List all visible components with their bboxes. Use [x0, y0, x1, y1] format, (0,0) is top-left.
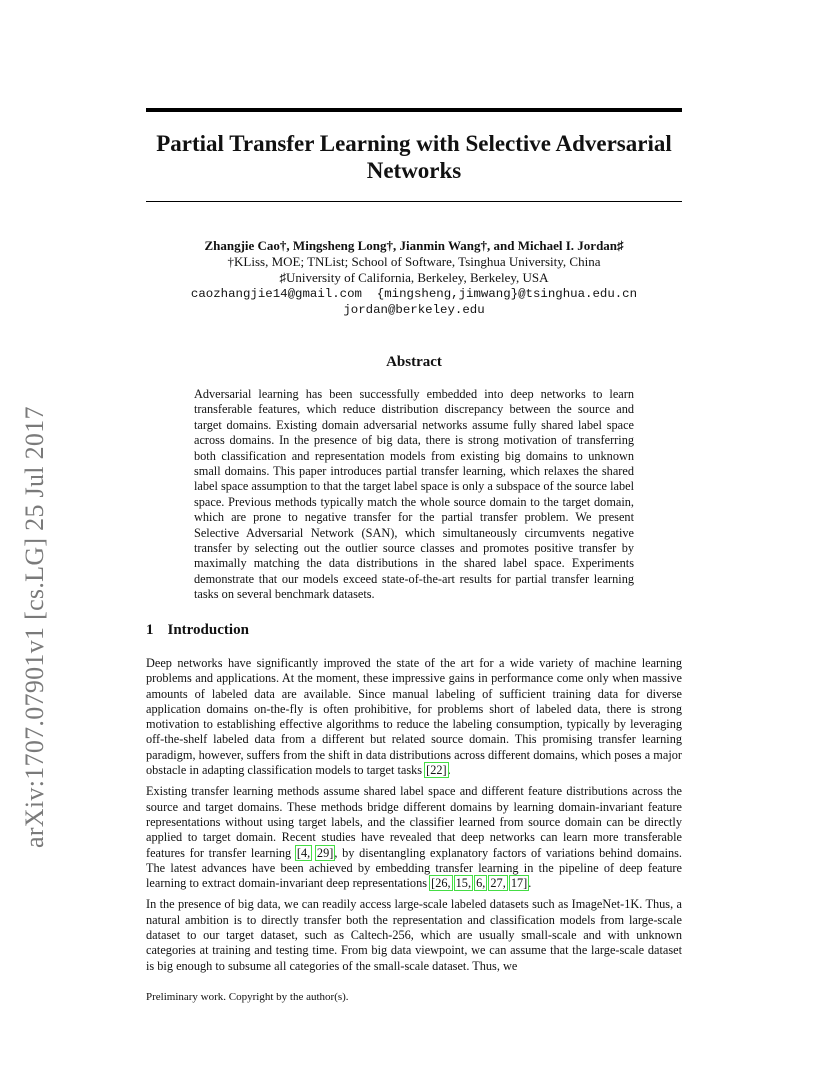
affiliation-tsinghua: †KLiss, MOE; TNList; School of Software, Tsinghua University, China: [227, 254, 601, 269]
affiliation-berkeley: ♯University of California, Berkeley, Berkeley, USA: [279, 270, 549, 285]
intro-p2-text-b: , by disentangling explanatory factors of variations behind domains. The latest advances have been achieved by embedding transfer learning in the pipeline of deep feature learning to extract domain-invariant deep representations: [146, 845, 682, 891]
author-names: Zhangjie Cao†, Mingsheng Long†, Jianmin Wang†, and Michael I. Jordan♯: [204, 238, 624, 253]
title-rule-top: [146, 108, 682, 112]
citation-link[interactable]: 17]: [510, 876, 528, 891]
section-title: Introduction: [167, 622, 249, 638]
intro-paragraph-1: Deep networks have significantly improved the state of the art for a wide variety of machine learning problems and applications. At the moment, these impressive gains in performance come only when massive amounts of labeled data are available. Since manual labeling of sufficient training data for diverse application domains on-the-fly is often prohibitive, for problems short of labeled data, there is strong motivation to establishing effective algorithms to reduce the labeling consumption, typically by leveraging off-the-shelf labeled data from a different but related source domain. This promising transfer learning paradigm, however, suffers from the shift in data distributions across different domains, which poses a major obstacle in adapting classification models to target tasks [22].: [146, 656, 682, 778]
citation-link[interactable]: 29]: [316, 845, 334, 860]
citation-link[interactable]: 15,: [455, 876, 472, 891]
author-email-jordan: jordan@berkeley.edu: [343, 303, 485, 317]
section-heading: [146, 622, 249, 639]
citation-link[interactable]: [22]: [426, 763, 447, 778]
citation-link[interactable]: [4,: [296, 845, 311, 860]
intro-body: [146, 656, 682, 980]
intro-paragraph-3: In the presence of big data, we can readily access large-scale labeled datasets such as ImageNet-1K. Thus, a natural ambition is to directly transfer both the representation and classification models from large-scale dataset to our target dataset, such as Caltech-256, which are usually small-scale and with unknown categories at training and testing time. From big data viewpoint, we can assume that the large-scale dataset is big enough to subsume all categories of the small-scale dataset. Thus, we: [146, 897, 682, 973]
citation-link[interactable]: 6,: [476, 876, 486, 891]
intro-p2-text-a: Existing transfer learning methods assume shared label space and different feature distributions across the source and target domains. These methods bridge different domains by learning domain-invariant feature representations without using target labels, and the classifier learned from source domain can be directly applied to target domain. Recent studies have revealed that deep networks can learn more transferable features for transfer learning: [146, 784, 682, 860]
intro-p1-text: Deep networks have significantly improved the state of the art for a wide variety of machine learning problems and applications. At the moment, these impressive gains in performance come only when massive amounts of labeled data are available. Since manual labeling of sufficient training data for diverse application domains on-the-fly is often prohibitive, for problems short of labeled data, there is strong motivation to establishing effective algorithms to reduce the labeling consumption, typically by leveraging off-the-shelf labeled data from a different but related source domain. This promising transfer learning paradigm, however, suffers from the shift in data distributions across different domains, which poses a major obstacle in adapting classification models to target tasks: [146, 656, 682, 778]
title-rule-bottom: [146, 201, 682, 202]
footnote: Preliminary work. Copyright by the author(s).: [146, 991, 349, 1003]
abstract-heading: Abstract: [386, 354, 442, 370]
citation-link[interactable]: [26,: [431, 876, 451, 891]
abstract-text: Adversarial learning has been successfully embedded into deep networks to learn transferable features, which reduce distribution discrepancy between the source and target domains. Existing domain adversarial networks assume fully shared label space across domains. In the presence of big data, there is strong motivation of transferring both classification and representation models from existing big domains to unknown small domains. This paper introduces partial transfer learning, which relaxes the shared label space assumption to that the target label space is only a subspace of the source label space. Previous methods typically match the whole source domain to the target domain, which are prone to negative transfer for the partial transfer problem. We present Selective Adversarial Network (SAN), which simultaneously circumvents negative transfer by selecting out the outlier source classes and promotes positive transfer by maximally matching the data distributions in the shared label space. Experiments demonstrate that our models exceed state-of-the-art results for partial transfer learning tasks on several benchmark datasets.: [194, 387, 634, 602]
author-emails: caozhangjie14@gmail.com {mingsheng,jimwang}@tsinghua.edu.cn: [190, 287, 638, 301]
section-number: 1: [146, 622, 154, 638]
author-block: [146, 238, 682, 318]
arxiv-stamp: arXiv:1707.07901v1 [cs.LG] 25 Jul 2017: [20, 406, 49, 848]
intro-paragraph-2: Existing transfer learning methods assume shared label space and different feature distributions across the source and target domains. These methods bridge different domains by learning domain-invariant feature representations without using target labels, and the classifier learned from source domain can be directly applied to target domain. Recent studies have revealed that deep networks can learn more transferable features for transfer learning [4, 29], by disentangling explanatory factors of variations behind domains. The latest advances have been achieved by embedding transfer learning in the pipeline of deep feature learning to extract domain-invariant deep representations [26, 15, 6, 27, 17].: [146, 784, 682, 891]
paper-title: Partial Transfer Learning with Selective Adversarial Networks: [156, 131, 672, 183]
citation-link[interactable]: 27,: [490, 876, 506, 891]
